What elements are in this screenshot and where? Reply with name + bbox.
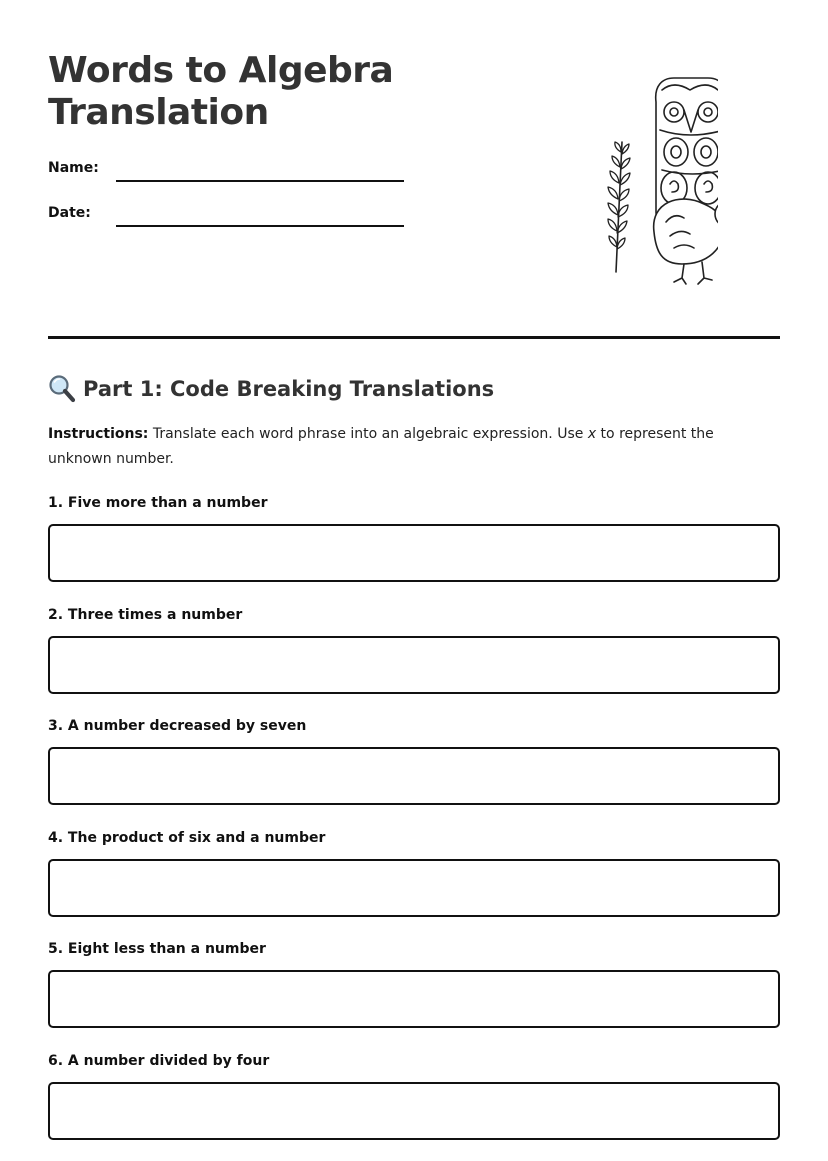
instructions-label: Instructions:	[48, 426, 148, 442]
part1-section	[48, 372, 780, 472]
worksheet-page	[48, 0, 780, 340]
question-item	[48, 604, 780, 716]
answer-box[interactable]	[48, 524, 780, 582]
question-label: 1. Five more than a number	[48, 492, 267, 514]
answer-box[interactable]	[48, 747, 780, 805]
date-field[interactable]	[48, 203, 408, 227]
page-title: Words to Algebra Translation	[48, 50, 468, 134]
worksheet-header	[48, 0, 780, 340]
totem-kiwi-illustration-icon	[558, 72, 718, 288]
answer-box[interactable]	[48, 970, 780, 1028]
instructions	[48, 422, 780, 472]
answer-box[interactable]	[48, 859, 780, 917]
magnifying-glass-icon	[48, 374, 76, 404]
question-label: 5. Eight less than a number	[48, 938, 266, 960]
question-item	[48, 827, 780, 939]
question-item	[48, 715, 780, 827]
answer-box[interactable]	[48, 636, 780, 694]
question-list	[48, 492, 780, 1161]
question-item	[48, 938, 780, 1050]
instructions-text-b: to represent the unknown number.	[48, 426, 714, 467]
question-label: 3. A number decreased by seven	[48, 715, 306, 737]
section-title	[48, 372, 780, 406]
header-divider	[48, 336, 780, 339]
question-label: 2. Three times a number	[48, 604, 242, 626]
answer-box[interactable]	[48, 1082, 780, 1140]
instructions-text-a: Translate each word phrase into an algebraic expression. Use	[148, 426, 587, 442]
question-item	[48, 1050, 780, 1161]
date-label: Date:	[48, 205, 91, 221]
name-field[interactable]	[48, 158, 408, 182]
section-title-text: Part 1: Code Breaking Translations	[83, 377, 494, 401]
date-write-line[interactable]	[116, 225, 404, 227]
question-label: 4. The product of six and a number	[48, 827, 325, 849]
name-write-line[interactable]	[116, 180, 404, 182]
question-item	[48, 492, 780, 604]
name-label: Name:	[48, 160, 99, 176]
instructions-variable: x	[588, 426, 596, 442]
question-label: 6. A number divided by four	[48, 1050, 269, 1072]
